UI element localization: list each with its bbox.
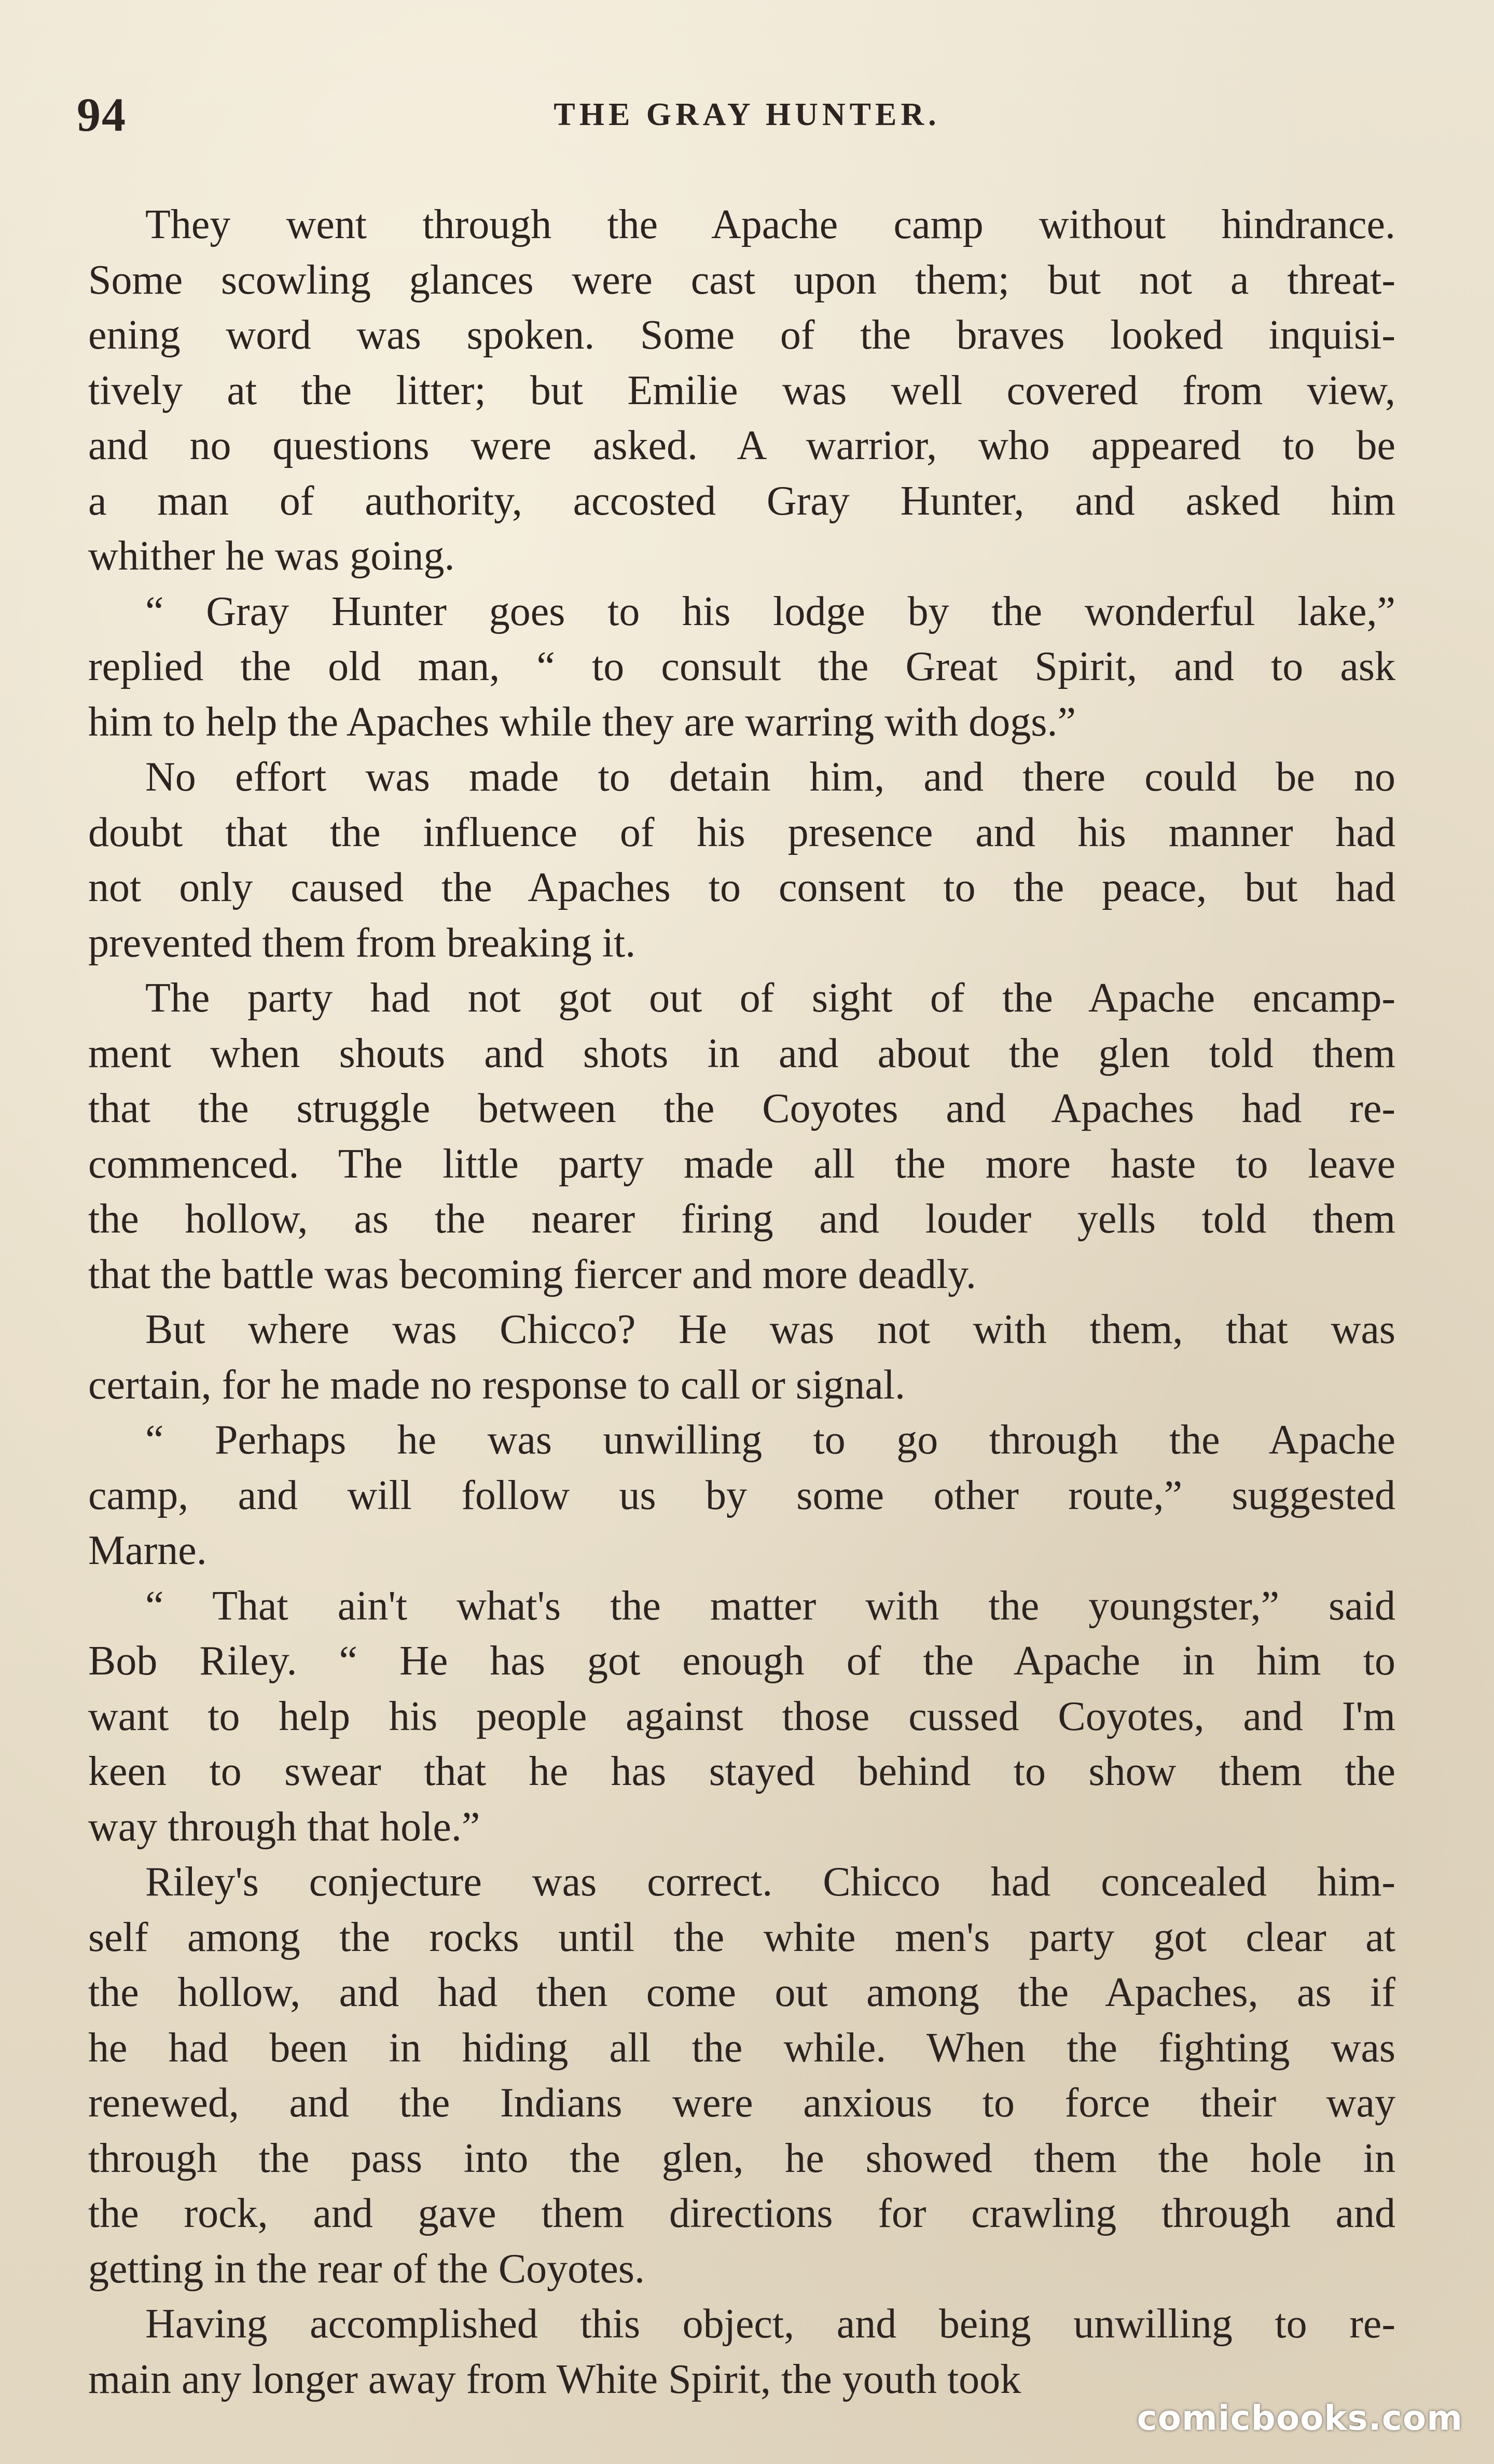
text-line: “ That ain't what's the matter with the youngster,” said: [145, 1583, 1395, 1629]
text-line: keen to swear that he has stayed behind to show them the: [88, 1749, 1395, 1794]
body-text: [88, 197, 1395, 2407]
text-line: the rock, and gave them directions for crawling through and: [88, 2191, 1395, 2236]
watermark: comicbooks.com: [1137, 2398, 1463, 2438]
text-line: renewed, and the Indians were anxious to force their way: [88, 2080, 1395, 2126]
text-line: The party had not got out of sight of the Apache encamp-: [145, 975, 1395, 1021]
text-line: the hollow, and had then come out among the Apaches, as if: [88, 1970, 1395, 2015]
text-line: want to help his people against those cussed Coyotes, and I'm: [88, 1693, 1395, 1739]
text-line: not only caused the Apaches to consent to the peace, but had: [88, 865, 1395, 910]
text-line: he had been in hiding all the while. When the fighting was: [88, 2025, 1395, 2071]
text-line: ening word was spoken. Some of the braves looked inquisi-: [88, 312, 1395, 358]
text-line: prevented them from breaking it.: [88, 920, 636, 966]
text-line: But where was Chicco? He was not with them, that was: [145, 1307, 1395, 1352]
text-line: way through that hole.”: [88, 1804, 480, 1850]
page-number: 94: [77, 88, 127, 141]
text-line: ment when shouts and shots in and about the glen told them: [88, 1030, 1395, 1076]
text-line: Some scowling glances were cast upon them; but not a threat-: [88, 257, 1395, 303]
text-line: Riley's conjecture was correct. Chicco had concealed him-: [145, 1859, 1395, 1905]
text-line: and no questions were asked. A warrior, who appeared to be: [88, 423, 1395, 468]
text-line: Having accomplished this object, and being unwilling to re-: [145, 2301, 1395, 2347]
text-line: the hollow, as the nearer firing and louder yells told them: [88, 1196, 1395, 1242]
text-line: “ Perhaps he was unwilling to go through the Apache: [145, 1417, 1395, 1463]
text-line: getting in the rear of the Coyotes.: [88, 2246, 645, 2292]
text-line: Bob Riley. “ He has got enough of the Apache in him to: [88, 1638, 1395, 1684]
text-line: main any longer away from White Spirit, the youth took: [88, 2356, 1021, 2402]
text-line: that the battle was becoming fiercer and more deadly.: [88, 1251, 976, 1297]
text-line: Marne.: [88, 1528, 207, 1573]
text-line: self among the rocks until the white men's party got clear at: [88, 1914, 1395, 1960]
running-title: THE GRAY HUNTER.: [554, 97, 940, 132]
text-line: They went through the Apache camp without hindrance.: [145, 202, 1395, 247]
text-line: doubt that the influence of his presence and his manner had: [88, 809, 1395, 855]
text-line: “ Gray Hunter goes to his lodge by the wonderful lake,”: [145, 588, 1395, 634]
text-line: commenced. The little party made all the more haste to leave: [88, 1141, 1395, 1187]
text-line: tively at the litter; but Emilie was well covered from view,: [88, 367, 1395, 413]
text-line: No effort was made to detain him, and there could be no: [145, 754, 1395, 800]
text-line: through the pass into the glen, he showed them the hole in: [88, 2135, 1395, 2181]
text-line: whither he was going.: [88, 533, 455, 579]
text-line: him to help the Apaches while they are warring with dogs.”: [88, 699, 1076, 745]
text-line: camp, and will follow us by some other route,” suggested: [88, 1472, 1395, 1518]
text-line: that the struggle between the Coyotes and Apaches had re-: [88, 1086, 1395, 1131]
text-line: replied the old man, “ to consult the Great Spirit, and to ask: [88, 644, 1395, 689]
text-line: certain, for he made no response to call or signal.: [88, 1362, 905, 1408]
text-line: a man of authority, accosted Gray Hunter, and asked him: [88, 478, 1395, 524]
